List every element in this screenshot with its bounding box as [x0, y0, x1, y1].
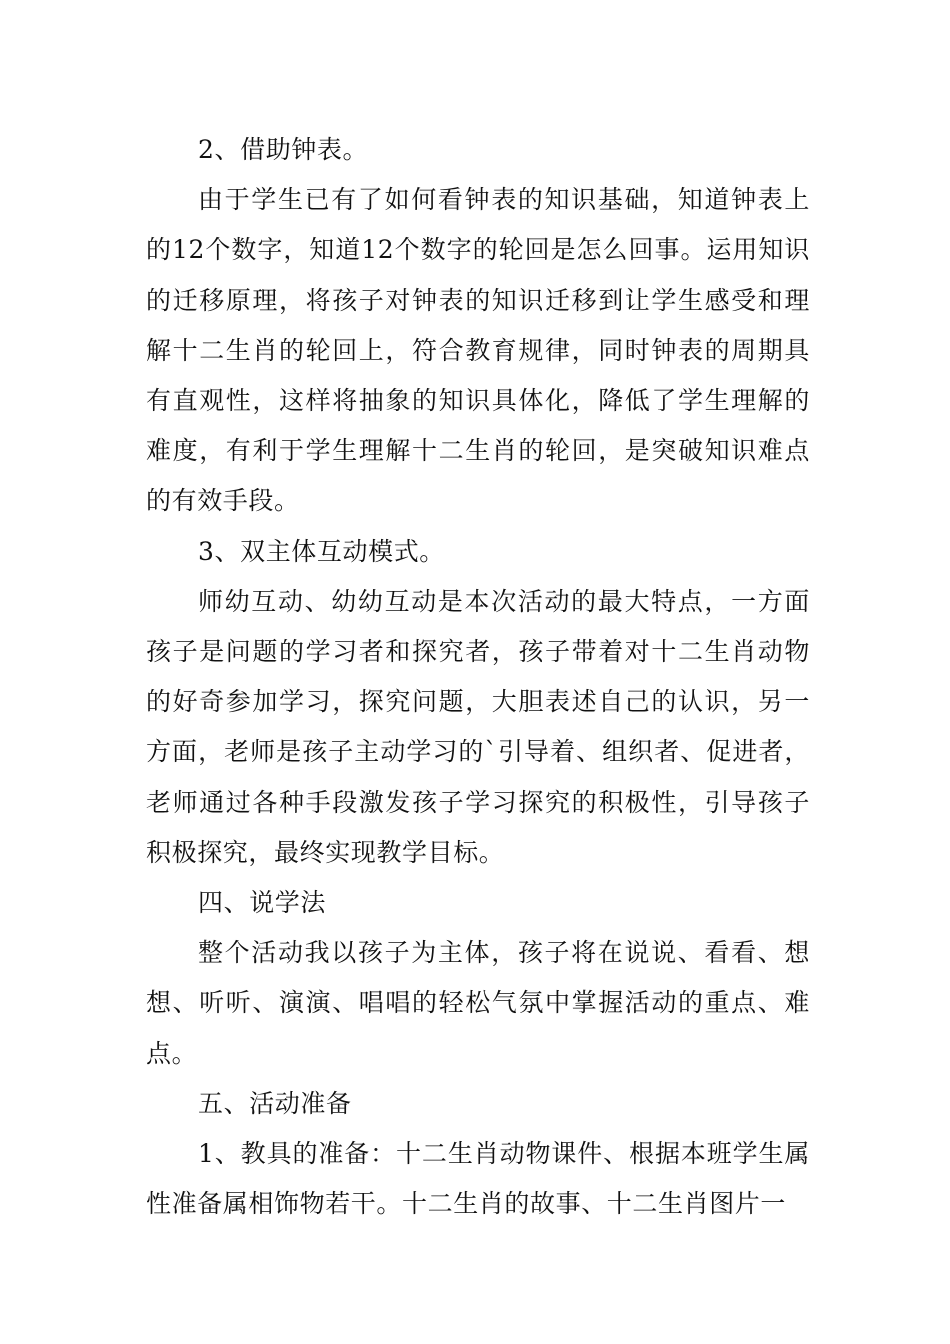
- section-heading-learning-method: 四、说学法: [198, 888, 327, 918]
- paragraph-dual-interaction: 师幼互动、幼幼互动是本次活动的最大特点，一方面孩子是问题的学习者和探究者，孩子带着对十二生肖动物的好奇参加学习，探究问题，大胆表述自己的认识，另一方面，老师是孩子主动学习的`引导着、组织者、促进者，老师通过各种手段激发孩子学习探究的积极性，引导孩子积极探究，最终实现教学目标。: [146, 586, 810, 867]
- section-heading-clock: 2、借助钟表。: [198, 135, 369, 164]
- paragraph-learning-method: 整个活动我以孩子为主体，孩子将在说说、看看、想想、听听、演演、唱唱的轻松气氛中掌握活动的重点、难点。: [146, 938, 810, 1068]
- paragraph-preparation: 1、教具的准备：十二生肖动物课件、根据本班学生属性准备属相饰物若干。十二生肖的故事、十二生肖图片一: [146, 1139, 810, 1219]
- paragraph-clock: 由于学生已有了如何看钟表的知识基础，知道钟表上的12个数字，知道12个数字的轮回是怎么回事。运用知识的迁移原理，将孩子对钟表的知识迁移到让学生感受和理解十二生肖的轮回上，符合教育规律，同时钟表的周期具有直观性，这样将抽象的知识具体化，降低了学生理解的难度，有利于学生理解十二生肖的轮回，是突破知识难点的有效手段。: [146, 185, 810, 516]
- document-page: [146, 125, 810, 1229]
- section-heading-dual-interaction: 3、双主体互动模式。: [198, 536, 445, 566]
- section-heading-preparation: 五、活动准备: [198, 1088, 352, 1118]
